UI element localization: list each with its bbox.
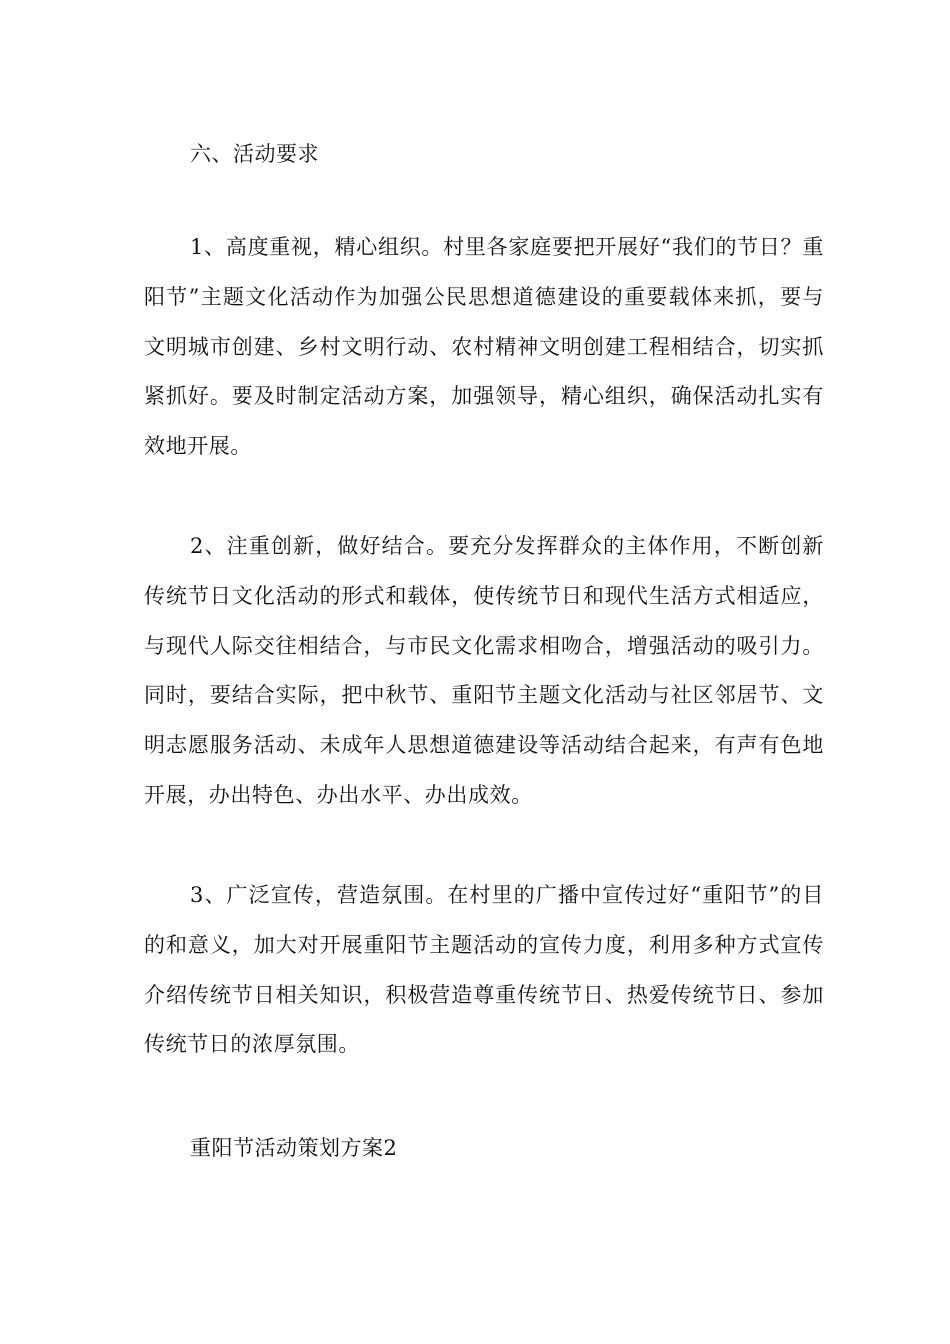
paragraph-2: 2、注重创新，做好结合。要充分发挥群众的主体作用，不断创新传统节日文化活动的形式和载体，使传统节日和现代生活方式相适应，与现代人际交往相结合，与市民文化需求相吻合，增强活动的吸引力。同时，要结合实际，把中秋节、重阳节主题文化活动与社区邻居节、文明志愿服务活动、未成年人思想道德建设等活动结合起来，有声有色地开展，办出特色、办出水平、办出成效。 (144, 534, 824, 807)
paragraph-1: 1、高度重视，精心组织。村里各家庭要把开展好“我们的节日？重阳节”主题文化活动作为加强公民思想道德建设的重要载体来抓，要与文明城市创建、乡村文明行动、农村精神文明创建工程相结合，切实抓紧抓好。要及时制定活动方案，加强领导，精心组织，确保活动扎实有效地开展。 (144, 235, 824, 459)
next-plan-title: 重阳节活动策划方案2 (190, 1136, 398, 1160)
paragraph-3: 3、广泛宣传，营造氛围。在村里的广播中宣传过好“重阳节”的目的和意义，加大对开展重阳节主题活动的宣传力度，利用多种方式宣传介绍传统节日相关知识，积极营造尊重传统节日、热爱传统节日、参加传统节日的浓厚氛围。 (144, 883, 824, 1057)
section-heading: 六、活动要求 (190, 142, 319, 166)
